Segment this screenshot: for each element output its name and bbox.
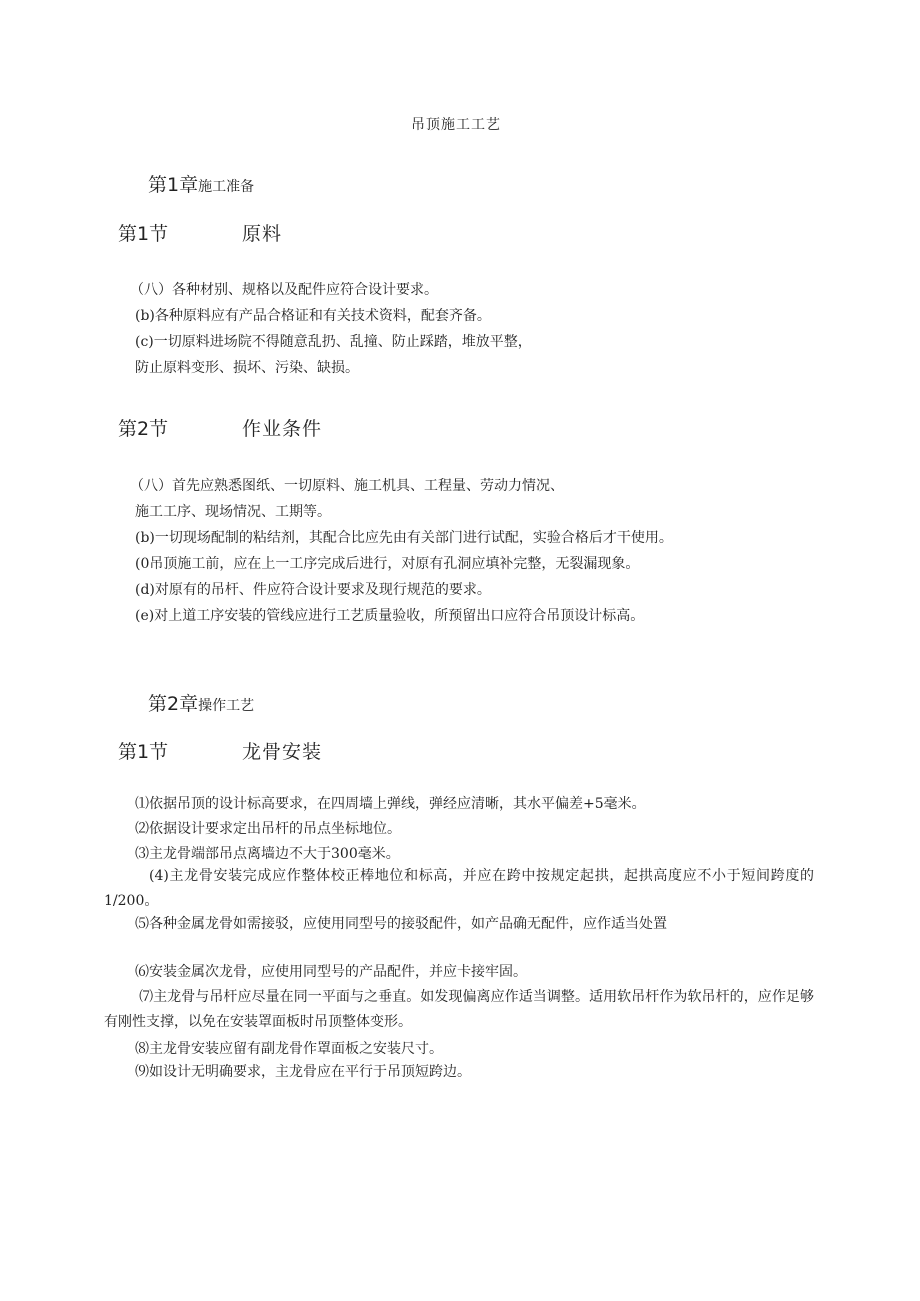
list-item: ⑶主龙骨端部吊点离墙边不大于300毫米。	[135, 846, 400, 862]
section-number: 第1节	[118, 223, 169, 245]
list-item-text: (4)主龙骨安装完成应作整体校正棒地位和标高，并应在跨中按规定起拱，起拱高度应不小于短间跨度的1/200。	[104, 868, 814, 909]
list-item: (d)对原有的吊杆、件应符合设计要求及现行规范的要求。	[135, 582, 491, 598]
list-item: （八）首先应熟悉图纸、一切原料、施工机具、工程量、劳动力情况、	[130, 478, 564, 494]
list-item: （八）各种材别、规格以及配件应符合设计要求。	[130, 282, 438, 298]
list-item-wrapped	[104, 864, 814, 914]
list-item: (b)一切现场配制的粘结剂，其配合比应先由有关部门进行试配，实验合格后才干使用。	[135, 530, 673, 546]
section-2-1-heading	[118, 737, 322, 764]
chapter-number: 第1章	[148, 174, 199, 196]
section-name: 作业条件	[242, 418, 323, 440]
list-item: (e)对上道工序安装的管线应进行工艺质量验收，所预留出口应符合吊顶设计标高。	[135, 608, 645, 624]
list-item: 施工工序、现场情况、工期等。	[135, 504, 331, 520]
section-1-2-heading	[118, 414, 322, 441]
list-item: ⑻主龙骨安装应留有副龙骨作罩面板之安装尺寸。	[135, 1041, 443, 1057]
list-item: ⑼如设计无明确要求，主龙骨应在平行于吊顶短跨边。	[135, 1064, 471, 1080]
section-number: 第1节	[118, 741, 169, 763]
list-item: ⑸各种金属龙骨如需接驳，应使用同型号的接驳配件，如产品确无配件，应作适当处置	[135, 916, 667, 932]
chapter-1-heading	[148, 170, 254, 197]
list-item: (0吊顶施工前，应在上一工序完成后进行，对原有孔洞应填补完整，无裂漏现象。	[135, 556, 640, 572]
list-item: ⑹安装金属次龙骨，应使用同型号的产品配件，并应卡接牢固。	[135, 964, 527, 980]
list-item: (b)各种原料应有产品合格证和有关技术资料，配套齐备。	[135, 308, 491, 324]
chapter-2-heading	[148, 689, 254, 716]
section-number: 第2节	[118, 418, 169, 440]
list-item: ⑵依据设计要求定出吊杆的吊点坐标地位。	[135, 821, 401, 837]
list-item-wrapped	[104, 985, 814, 1035]
chapter-label: 操作工艺	[198, 698, 255, 714]
chapter-label: 施工准备	[198, 179, 255, 195]
document-title: 吊顶施工工艺	[411, 117, 501, 133]
list-item: 防止原料变形、损坏、污染、缺损。	[135, 360, 359, 376]
list-item: (c)一切原料进场院不得随意乱扔、乱撞、防止踩踏，堆放平整，	[135, 334, 532, 350]
list-item-text: ⑺主龙骨与吊杆应尽量在同一平面与之垂直。如发现偏离应作适当调整。适用软吊杆作为软吊杆的，应作足够有刚性支撑，以免在安装罩面板时吊顶整体变形。	[104, 989, 814, 1030]
section-1-1-heading	[118, 219, 282, 246]
section-name: 龙骨安装	[242, 741, 323, 763]
chapter-number: 第2章	[148, 693, 199, 715]
list-item: ⑴依据吊顶的设计标高要求，在四周墙上弹线，弹经应清晰，其水平偏差+5毫米。	[135, 796, 646, 812]
section-name: 原料	[242, 223, 283, 245]
